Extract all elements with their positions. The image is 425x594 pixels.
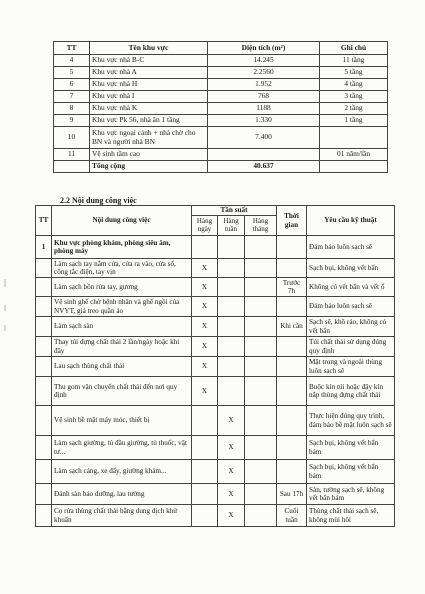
row-note: 11 tầng [320,55,388,67]
row-weekly: X [218,406,245,436]
row-requirement: Sạch bụi, không vết bẩn bám [307,436,395,460]
row-note: 01 năm/lần [320,149,388,161]
row-requirement: Không có vết bẩn và vết ố [307,278,395,297]
row-daily [192,406,218,436]
row-area: 14.245 [208,55,320,67]
table-row [36,236,395,259]
row-name: Khu vực ngoại cảnh + nhà chờ cho BN và người nhà BN [90,127,208,149]
row-tt [36,406,52,436]
total-value: 40.637 [208,161,320,173]
row-time [277,436,307,460]
row-area: 2.2560 [208,67,320,79]
row-tt [36,460,52,484]
row-tt [36,337,52,357]
row-daily: X [192,357,218,377]
area-table-header [54,42,388,55]
row-tt [36,377,52,406]
row-time: Cuối tuần [277,505,307,527]
header-frequency: Tần suất [192,206,277,216]
row-note: 5 tầng [320,67,388,79]
row-tt [36,357,52,377]
section-title: 2.2 Nội dung công việc [60,196,137,205]
row-content: Làm sạch sàn [52,317,192,337]
work-content-table [35,205,395,527]
row-weekly: X [218,436,245,460]
row-content: Cọ rửa thùng chất thải bằng dung dịch khử khuẩn [52,505,192,527]
table-row [36,297,395,317]
row-area: 1.952 [208,79,320,91]
row-tt: 11 [54,149,90,161]
row-content: Làm sạch cáng, xe đẩy, giường khám... [52,460,192,484]
table-row [54,103,388,115]
row-requirement: Sàn, tường sạch sẽ, không vết bẩn bám [307,484,395,505]
table-row [36,460,395,484]
row-daily: X [192,278,218,297]
row-requirement: Túi chất thải sử dụng đúng quy định [307,337,395,357]
area-table [53,41,388,173]
header-monthly: Hàng tháng [245,216,277,236]
table-row [54,55,388,67]
row-monthly [245,317,277,337]
row-tt: 10 [54,127,90,149]
header-requirement: Yêu cầu kỹ thuật [307,206,395,236]
row-note [320,127,388,149]
row-content: Vệ sinh ghế chờ bệnh nhân và ghế ngồi của NVYT, giá treo quần áo [52,297,192,317]
row-content: Vệ sinh bề mặt máy móc, thiết bị [52,406,192,436]
row-time: Sau 17h [277,484,307,505]
total-note-cell [320,161,388,173]
row-time [277,337,307,357]
row-requirement: Thùng chất thải sạch sẽ, không mùi hôi [307,505,395,527]
table-row [36,406,395,436]
row-note: 1 tầng [320,115,388,127]
row-daily [192,505,218,527]
total-empty-cell [54,161,90,173]
row-area: 768 [208,91,320,103]
row-note: 4 tầng [320,79,388,91]
row-content: Làm sạch tay nắm cửa, cửa ra vào, cửa sổ, công tắc điện, tay vịn [52,259,192,278]
row-weekly [218,278,245,297]
row-tt [36,297,52,317]
row-monthly [245,278,277,297]
row-monthly [245,406,277,436]
total-label: Tổng cộng [90,161,208,173]
row-time [277,460,307,484]
row-requirement: Sạch bụi, không vết bẩn [307,259,395,278]
total-row [54,161,388,173]
row-daily [192,484,218,505]
row-weekly: X [218,460,245,484]
table-row [36,259,395,278]
row-time [277,377,307,406]
table-row [54,115,388,127]
row-tt [36,317,52,337]
table-row [36,505,395,527]
row-tt: 6 [54,79,90,91]
table-row [36,317,395,337]
header-tt: TT [54,42,90,55]
row-monthly [245,357,277,377]
row-tt [36,436,52,460]
row-monthly [245,337,277,357]
row-content: Thu gom vận chuyển chất thải đến nơi quy định [52,377,192,406]
row-tt [36,484,52,505]
table-row [36,484,395,505]
row-time [277,236,307,259]
row-tt: 9 [54,115,90,127]
row-content: Lau sạch thùng chất thải [52,357,192,377]
row-content: Làm sạch bồn rửa tay, gương [52,278,192,297]
table-row [54,67,388,79]
row-requirement: Buộc kín túi hoặc đậy kín nắp thùng đựng chất thải [307,377,395,406]
row-monthly [245,297,277,317]
row-name: Khu vực nhà A [90,67,208,79]
row-requirement: Đảm bảo luôn sạch sẽ [307,236,395,259]
scan-margin-marks [2,275,12,335]
header-note: Ghi chú [320,42,388,55]
row-area: 1188 [208,103,320,115]
row-daily: X [192,337,218,357]
table-row [36,436,395,460]
row-daily [192,236,218,259]
row-name: Khu vực nhà H [90,79,208,91]
table2-header-row1 [36,206,395,216]
row-note: 3 tầng [320,91,388,103]
row-daily: X [192,377,218,406]
table-row [54,91,388,103]
row-content: Đánh sàn bảo dưỡng, lau tường [52,484,192,505]
row-tt: 4 [54,55,90,67]
row-weekly [218,317,245,337]
row-content: Khu vực phòng khám, phòng siêu âm, phòng máy [52,236,192,259]
row-daily: X [192,317,218,337]
row-weekly [218,236,245,259]
row-monthly [245,259,277,278]
table-row [54,127,388,149]
row-monthly [245,505,277,527]
table-row [36,278,395,297]
row-daily: X [192,297,218,317]
header-area-name: Tên khu vực [90,42,208,55]
row-area: 1.330 [208,115,320,127]
row-weekly: X [218,484,245,505]
row-name: Vệ sinh tầm cao [90,149,208,161]
row-monthly [245,436,277,460]
table-row [36,337,395,357]
header-area-size: Diện tích (m²) [208,42,320,55]
row-time [277,297,307,317]
row-tt: 5 [54,67,90,79]
row-time: Khi cần [277,317,307,337]
row-tt [36,278,52,297]
row-requirement: Sạch sẽ, khô ráo, không có vết bẩn [307,317,395,337]
row-time: Trước 7h [277,278,307,297]
row-daily [192,436,218,460]
row-tt: 7 [54,91,90,103]
table-row [54,79,388,91]
row-name: Khu vực nhà K [90,103,208,115]
row-content: Làm sạch giường, tủ đầu giường, tủ thuốc, vật tư... [52,436,192,460]
header-content: Nội dung công việc [52,206,192,236]
row-note: 2 tầng [320,103,388,115]
row-weekly [218,377,245,406]
row-monthly [245,484,277,505]
header-time: Thời gian [277,206,307,236]
row-monthly [245,236,277,259]
row-monthly [245,460,277,484]
table-row [36,357,395,377]
row-weekly [218,259,245,278]
row-content: Thay túi đựng chất thải 2 lần/ngày hoặc khi đầy [52,337,192,357]
row-tt: 8 [54,103,90,115]
row-monthly [245,377,277,406]
row-time [277,406,307,436]
row-tt [36,505,52,527]
header-weekly: Hàng tuần [218,216,245,236]
row-name: Khu vực Pk 56, nhà ăn 1 tầng [90,115,208,127]
table-row [54,149,388,161]
row-weekly [218,337,245,357]
table-row [36,377,395,406]
row-weekly [218,297,245,317]
row-name: Khu vực nhà B-C [90,55,208,67]
header-tt: TT [36,206,52,236]
row-requirement: Đảm bảo luôn sạch sẽ [307,297,395,317]
row-tt [36,259,52,278]
row-name: Khu vực nhà I [90,91,208,103]
row-weekly: X [218,505,245,527]
row-area: 7.400 [208,127,320,149]
row-tt: 1 [36,236,52,259]
row-time [277,357,307,377]
row-area [208,149,320,161]
row-time [277,259,307,278]
header-daily: Hàng ngày [192,216,218,236]
row-requirement: Mặt trong và ngoài thùng luôn sạch sẽ [307,357,395,377]
row-daily [192,460,218,484]
row-weekly [218,357,245,377]
row-daily: X [192,259,218,278]
row-requirement: Thực hiện đúng quy trình, đảm bảo bề mặt luôn sạch sẽ [307,406,395,436]
row-requirement: Sạch bụi, không vết bẩn bám [307,460,395,484]
